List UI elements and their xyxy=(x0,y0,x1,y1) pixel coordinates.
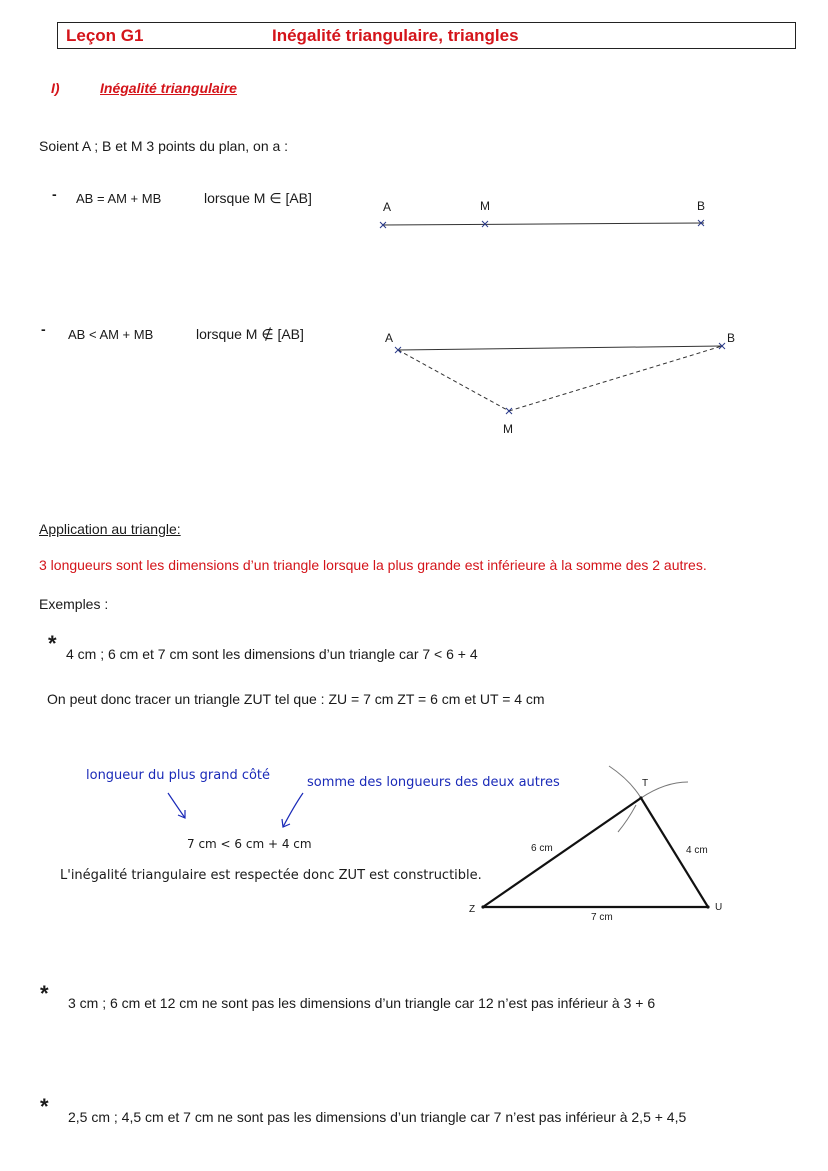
example1-text: 4 cm ; 6 cm et 7 cm sont les dimensions d’un triangle car 7 < 6 + 4 xyxy=(66,646,478,662)
side-label-zt: 6 cm xyxy=(531,843,553,854)
vertex-label-z: Z xyxy=(469,904,476,915)
side-label-zu: 7 cm xyxy=(591,912,613,923)
side-label-ut: 4 cm xyxy=(686,845,708,856)
point-label-b1: B xyxy=(697,199,706,213)
annotation-left: longueur du plus grand côté xyxy=(86,768,271,783)
rule-text: 3 longueurs sont les dimensions d’un triangle lorsque la plus grande est inférieure à la somme des 2 autres. xyxy=(39,557,707,573)
example1-construct: On peut donc tracer un triangle ZUT tel que : ZU = 7 cm ZT = 6 cm et UT = 4 cm xyxy=(47,691,545,707)
condition-1: lorsque M ∈ [AB] xyxy=(204,190,312,206)
examples-label: Exemples : xyxy=(39,596,109,612)
example3-text: 2,5 cm ; 4,5 cm et 7 cm ne sont pas les dimensions d’un triangle car 7 n’est pas inférieur à 2,5 + 4,5 xyxy=(68,1109,687,1125)
page-title: Inégalité triangulaire, triangles xyxy=(272,26,519,45)
triangle-zut-figure xyxy=(481,766,709,909)
triangle-amb-figure xyxy=(395,343,725,414)
formula-2: AB < AM + MB xyxy=(68,327,154,342)
inequality: 7 cm < 6 cm + 4 cm xyxy=(187,837,312,851)
vertex-label-t: T xyxy=(642,778,649,789)
annotation-arrows xyxy=(168,793,303,827)
formula-1: AB = AM + MB xyxy=(76,191,162,206)
star-3: * xyxy=(40,1094,49,1119)
star-2: * xyxy=(40,981,49,1006)
segment-ab-figure xyxy=(380,220,704,228)
point-label-a2: A xyxy=(385,331,394,345)
point-label-a1: A xyxy=(383,200,392,214)
star-1: * xyxy=(48,631,57,656)
example2-text: 3 cm ; 6 cm et 12 cm ne sont pas les dimensions d’un triangle car 12 n’est pas inférieur à 3 + 6 xyxy=(68,995,656,1011)
point-label-m1: M xyxy=(480,199,490,213)
bullet-1: - xyxy=(52,186,57,202)
section-title: Inégalité triangulaire xyxy=(100,80,237,96)
condition-2: lorsque M ∉ [AB] xyxy=(196,326,304,342)
point-label-b2: B xyxy=(727,331,736,345)
lesson-label: Leçon G1 xyxy=(66,26,144,45)
bullet-2: - xyxy=(41,321,46,337)
vertex-label-u: U xyxy=(715,902,723,913)
conclusion: L'inégalité triangulaire est respectée donc ZUT est constructible. xyxy=(60,868,482,883)
point-label-m2: M xyxy=(503,422,513,436)
application-heading: Application au triangle: xyxy=(39,521,181,537)
section-number: I) xyxy=(51,80,60,96)
intro-text: Soient A ; B et M 3 points du plan, on a : xyxy=(39,138,289,154)
annotation-right: somme des longueurs des deux autres xyxy=(307,775,560,790)
